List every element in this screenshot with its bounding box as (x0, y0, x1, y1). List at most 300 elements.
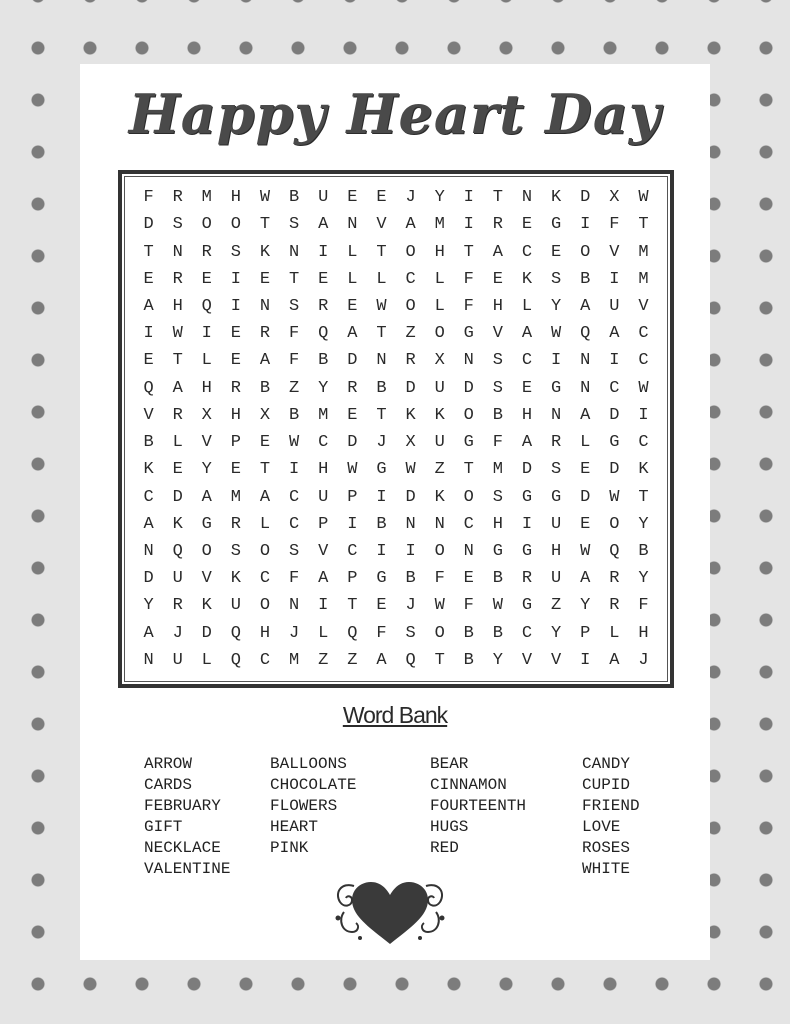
grid-letter: M (230, 487, 241, 507)
grid-letter: Z (289, 378, 300, 398)
grid-letter: V (609, 242, 620, 262)
grid-letter: J (289, 623, 300, 643)
grid-letter: D (609, 460, 620, 480)
grid-letter: K (434, 405, 445, 425)
grid-letter: H (318, 460, 329, 480)
grid-letter: A (521, 324, 533, 344)
grid-letter: Y (638, 569, 649, 589)
grid-letter: H (492, 296, 503, 316)
grid-letter: G (521, 596, 533, 616)
grid-letter: G (551, 378, 562, 398)
grid-letter: F (289, 324, 300, 344)
grid-letter: V (376, 215, 387, 235)
grid-letter: Z (434, 460, 445, 480)
grid-letter: U (551, 514, 562, 534)
word-bank-word: BALLOONS (270, 755, 347, 773)
grid-letter: V (551, 650, 562, 670)
grid-letter: T (376, 324, 387, 344)
grid-letter: E (230, 351, 241, 371)
grid-letter: V (143, 405, 154, 425)
grid-letter: E (259, 269, 271, 289)
grid-letter: T (259, 215, 271, 235)
grid-letter: Q (230, 650, 241, 670)
grid-letter: A (580, 569, 591, 589)
grid-letter: B (580, 269, 591, 289)
grid-letter: W (259, 188, 271, 208)
grid-letter: C (521, 242, 533, 262)
word-bank-title: Word Bank (342, 702, 448, 728)
grid-letter: M (638, 242, 649, 262)
grid-letter: H (434, 242, 445, 262)
grid-letter: N (405, 514, 416, 534)
grid-letter: P (318, 514, 329, 534)
grid-letter: T (347, 596, 358, 616)
word-bank-word: HEART (270, 818, 319, 836)
grid-letter: X (201, 405, 212, 425)
grid-letter: E (376, 596, 387, 616)
word-bank-column-1 (144, 754, 230, 880)
grid-letter: T (492, 188, 503, 208)
grid-letter: T (143, 242, 154, 262)
grid-letter: B (492, 623, 503, 643)
grid-letter: U (318, 188, 329, 208)
grid-letter: Q (318, 324, 329, 344)
grid-letter: K (259, 242, 271, 262)
grid-letter: E (463, 569, 474, 589)
grid-letter: W (638, 378, 649, 398)
grid-letter: O (201, 541, 212, 561)
grid-letter: A (143, 296, 154, 316)
grid-letter: A (347, 324, 358, 344)
grid-letter: Y (201, 460, 212, 480)
grid-letter: A (172, 378, 183, 398)
grid-letter: N (143, 650, 154, 670)
grid-letter: U (609, 296, 620, 316)
grid-letter: O (259, 596, 271, 616)
grid-letter: W (347, 460, 358, 480)
grid-letter: N (259, 296, 271, 316)
grid-letter: C (638, 433, 649, 453)
grid-letter: L (347, 269, 358, 289)
grid-letter: S (172, 215, 183, 235)
grid-letter: A (143, 514, 154, 534)
grid-letter: M (201, 188, 212, 208)
grid-letter: I (463, 188, 474, 208)
grid-letter: L (434, 269, 445, 289)
grid-letter: A (405, 215, 416, 235)
grid-letter: P (580, 623, 591, 643)
word-bank-column-2 (270, 754, 356, 859)
grid-letter: N (521, 188, 533, 208)
grid-letter: G (463, 433, 474, 453)
grid-letter: S (492, 351, 503, 371)
grid-letter: R (405, 351, 416, 371)
word-bank-word: FLOWERS (270, 797, 338, 815)
grid-letter: A (521, 433, 533, 453)
grid-letter: I (551, 351, 562, 371)
word-bank-word: FEBRUARY (144, 797, 221, 815)
grid-letter: V (521, 650, 533, 670)
grid-letter: R (172, 405, 183, 425)
grid-letter: E (347, 188, 358, 208)
grid-letter: L (609, 623, 620, 643)
grid-letter: H (230, 188, 241, 208)
grid-letter: L (376, 269, 387, 289)
grid-letter: B (289, 188, 300, 208)
grid-letter: E (521, 378, 533, 398)
grid-letter: R (609, 596, 620, 616)
grid-letter: B (289, 405, 300, 425)
grid-letter: P (347, 487, 358, 507)
grid-letter: G (201, 514, 212, 534)
grid-letter: A (609, 650, 620, 670)
grid-letter: Q (201, 296, 212, 316)
grid-letter: F (289, 569, 300, 589)
grid-letter: F (143, 188, 154, 208)
grid-letter: D (347, 433, 358, 453)
grid-letter: C (259, 569, 271, 589)
grid-letter: S (492, 378, 503, 398)
grid-letter: M (434, 215, 445, 235)
grid-letter: C (289, 487, 300, 507)
grid-letter: F (434, 569, 445, 589)
grid-letter: J (638, 650, 649, 670)
grid-letter: E (143, 351, 154, 371)
grid-letter: D (580, 188, 591, 208)
grid-letter: U (551, 569, 562, 589)
grid-letter: O (230, 215, 241, 235)
grid-letter: Q (347, 623, 358, 643)
word-bank-word: HUGS (430, 818, 469, 836)
grid-letter: A (143, 623, 154, 643)
grid-letter: I (580, 215, 591, 235)
grid-letter: I (609, 269, 620, 289)
grid-letter: G (551, 215, 562, 235)
grid-letter: G (521, 541, 533, 561)
grid-letter: L (201, 650, 212, 670)
grid-letter: B (376, 514, 387, 534)
grid-letter: F (609, 215, 620, 235)
grid-letter: J (172, 623, 183, 643)
grid-letter: Q (143, 378, 154, 398)
grid-letter: W (638, 188, 649, 208)
grid-letter: A (259, 351, 271, 371)
grid-letter: N (347, 215, 358, 235)
grid-letter: A (259, 487, 271, 507)
grid-letter: G (609, 433, 620, 453)
grid-letter: R (492, 215, 503, 235)
grid-letter: A (492, 242, 503, 262)
word-bank-word: RED (430, 839, 459, 857)
grid-letter: L (201, 351, 212, 371)
word-bank-word: NECKLACE (144, 839, 221, 857)
grid-letter: D (405, 378, 416, 398)
grid-letter: H (230, 405, 241, 425)
grid-letter: F (463, 296, 474, 316)
grid-letter: H (201, 378, 212, 398)
grid-letter: E (318, 269, 329, 289)
grid-letter: N (143, 541, 154, 561)
grid-letter: A (580, 296, 591, 316)
word-bank-column-3 (430, 754, 526, 859)
grid-letter: C (259, 650, 271, 670)
grid-letter: K (551, 188, 562, 208)
grid-letter: Q (580, 324, 591, 344)
grid-letter: I (376, 541, 387, 561)
grid-letter: B (376, 378, 387, 398)
grid-letter: B (405, 569, 416, 589)
grid-letter: X (405, 433, 416, 453)
grid-letter: B (492, 405, 503, 425)
grid-letter: W (580, 541, 591, 561)
grid-letter: L (347, 242, 358, 262)
grid-letter: T (289, 269, 300, 289)
grid-letter: O (580, 242, 591, 262)
grid-letter: I (201, 324, 212, 344)
grid-letter: J (405, 596, 416, 616)
grid-letter: V (201, 569, 212, 589)
grid-letter: K (143, 460, 154, 480)
grid-letter: I (638, 405, 649, 425)
grid-letter: Y (318, 378, 329, 398)
grid-letter: E (521, 215, 533, 235)
grid-letter: G (551, 487, 562, 507)
grid-letter: K (230, 569, 241, 589)
grid-letter: N (434, 514, 445, 534)
word-bank-word: CANDY (582, 755, 631, 773)
word-bank-word: ARROW (144, 755, 193, 773)
heart-with-swirls-icon (330, 872, 450, 952)
grid-letter: Y (434, 188, 445, 208)
grid-letter: S (289, 215, 300, 235)
worksheet-page (80, 64, 710, 960)
grid-letter: E (230, 460, 241, 480)
grid-letter: Y (580, 596, 591, 616)
grid-letter: Y (143, 596, 154, 616)
grid-letter: O (405, 296, 416, 316)
grid-letter: N (551, 405, 562, 425)
grid-letter: R (172, 188, 183, 208)
grid-letter: I (230, 296, 241, 316)
word-bank-word: WHITE (582, 860, 631, 878)
grid-letter: Q (230, 623, 241, 643)
grid-letter: S (551, 269, 562, 289)
grid-letter: E (172, 460, 183, 480)
word-bank-word: GIFT (144, 818, 183, 836)
grid-letter: E (580, 460, 591, 480)
grid-letter: W (434, 596, 445, 616)
grid-letter: T (376, 242, 387, 262)
grid-letter: E (347, 296, 358, 316)
grid-letter: L (318, 623, 329, 643)
grid-letter: R (201, 242, 212, 262)
grid-letter: F (492, 433, 503, 453)
grid-letter: G (463, 324, 474, 344)
grid-letter: N (463, 351, 474, 371)
grid-letter: S (551, 460, 562, 480)
grid-letter: Y (551, 296, 562, 316)
grid-letter: F (638, 596, 649, 616)
grid-letter: R (230, 514, 241, 534)
grid-letter: C (289, 514, 300, 534)
grid-letter: Z (347, 650, 358, 670)
grid-letter: U (172, 650, 183, 670)
grid-letter: E (551, 242, 562, 262)
grid-letter: W (172, 324, 183, 344)
grid-letter: H (492, 514, 503, 534)
grid-letter: C (638, 324, 649, 344)
grid-letter: T (463, 242, 474, 262)
grid-letter: L (434, 296, 445, 316)
grid-letter: D (580, 487, 591, 507)
grid-letter: S (289, 541, 300, 561)
grid-letter: U (434, 433, 445, 453)
word-bank-word: BEAR (430, 755, 469, 773)
word-bank (144, 754, 664, 884)
grid-letter: C (347, 541, 358, 561)
grid-letter: D (143, 569, 154, 589)
grid-letter: F (463, 269, 474, 289)
grid-letter: O (201, 215, 212, 235)
grid-letter: O (434, 324, 445, 344)
word-bank-word: CHOCOLATE (270, 776, 357, 794)
grid-letter: Z (318, 650, 329, 670)
grid-letter: B (259, 378, 271, 398)
grid-letter: D (347, 351, 358, 371)
grid-letter: T (463, 460, 474, 480)
grid-letter: C (143, 487, 154, 507)
grid-letter: A (609, 324, 620, 344)
grid-letter: Q (172, 541, 183, 561)
grid-letter: X (434, 351, 445, 371)
grid-letter: E (580, 514, 591, 534)
grid-letter: E (492, 269, 503, 289)
grid-letter: T (376, 405, 387, 425)
grid-letter: I (347, 514, 358, 534)
grid-letter: S (492, 487, 503, 507)
grid-letter: I (463, 215, 474, 235)
grid-letter: N (376, 351, 387, 371)
grid-letter: L (259, 514, 271, 534)
grid-letter: N (172, 242, 183, 262)
grid-letter: L (521, 296, 533, 316)
grid-letter: C (405, 269, 416, 289)
grid-letter: O (434, 541, 445, 561)
grid-letter: O (463, 487, 474, 507)
grid-letter: W (492, 596, 503, 616)
grid-letter: C (521, 623, 533, 643)
grid-letter: R (551, 433, 562, 453)
grid-letter: C (609, 378, 620, 398)
grid-letter: B (463, 623, 474, 643)
grid-letter: G (376, 460, 387, 480)
grid-letter: H (259, 623, 271, 643)
grid-letter: W (289, 433, 300, 453)
word-bank-column-4 (582, 754, 640, 880)
grid-letter: V (318, 541, 329, 561)
grid-letter: O (259, 541, 271, 561)
grid-letter: R (521, 569, 533, 589)
grid-letter: D (143, 215, 154, 235)
grid-letter: X (609, 188, 620, 208)
grid-letter: K (172, 514, 183, 534)
grid-letter: M (289, 650, 300, 670)
grid-letter: E (376, 188, 387, 208)
grid-letter: W (551, 324, 562, 344)
grid-letter: N (463, 541, 474, 561)
grid-letter: M (318, 405, 329, 425)
grid-letter: K (405, 405, 416, 425)
grid-letter: V (638, 296, 649, 316)
grid-letter: G (492, 541, 503, 561)
grid-letter: E (143, 269, 154, 289)
grid-letter: T (434, 650, 445, 670)
grid-letter: I (580, 650, 591, 670)
grid-letter: D (463, 378, 474, 398)
grid-letter: N (580, 351, 591, 371)
grid-letter: I (318, 242, 329, 262)
grid-letter: Y (492, 650, 503, 670)
grid-letter: H (521, 405, 533, 425)
grid-letter: I (609, 351, 620, 371)
grid-letter: Z (405, 324, 416, 344)
grid-letter: B (638, 541, 649, 561)
grid-letter: W (376, 296, 387, 316)
grid-letter: B (318, 351, 329, 371)
grid-letter: C (318, 433, 329, 453)
grid-letter: R (230, 378, 241, 398)
grid-letter: L (580, 433, 591, 453)
grid-letter: A (376, 650, 387, 670)
grid-letter: F (289, 351, 300, 371)
grid-letter: G (376, 569, 387, 589)
grid-letter: I (143, 324, 154, 344)
grid-letter: D (609, 405, 620, 425)
grid-letter: O (609, 514, 620, 534)
grid-letter: J (376, 433, 387, 453)
grid-letter: T (172, 351, 183, 371)
grid-letter: I (289, 460, 300, 480)
grid-letter: I (521, 514, 533, 534)
grid-letter: W (609, 487, 620, 507)
grid-letter: S (289, 296, 300, 316)
grid-letter: K (521, 269, 533, 289)
grid-letter: O (434, 623, 445, 643)
grid-letter: T (638, 487, 649, 507)
grid-letter: R (347, 378, 358, 398)
grid-letter: K (638, 460, 649, 480)
grid-letter: T (259, 460, 271, 480)
grid-letter: D (405, 487, 416, 507)
grid-letter: A (580, 405, 591, 425)
grid-letter: B (143, 433, 154, 453)
grid-letter: H (551, 541, 562, 561)
grid-letter: I (405, 541, 416, 561)
grid-letter: K (434, 487, 445, 507)
grid-letter: J (405, 188, 416, 208)
grid-letter: F (376, 623, 387, 643)
grid-letter: M (638, 269, 649, 289)
grid-letter: S (405, 623, 416, 643)
word-bank-word: FRIEND (582, 797, 640, 815)
grid-letter: N (289, 242, 300, 262)
word-search-grid (118, 170, 674, 688)
grid-letter: Q (609, 541, 620, 561)
grid-letter: U (230, 596, 241, 616)
grid-letter: M (492, 460, 503, 480)
grid-letter: X (259, 405, 271, 425)
grid-letter: O (463, 405, 474, 425)
